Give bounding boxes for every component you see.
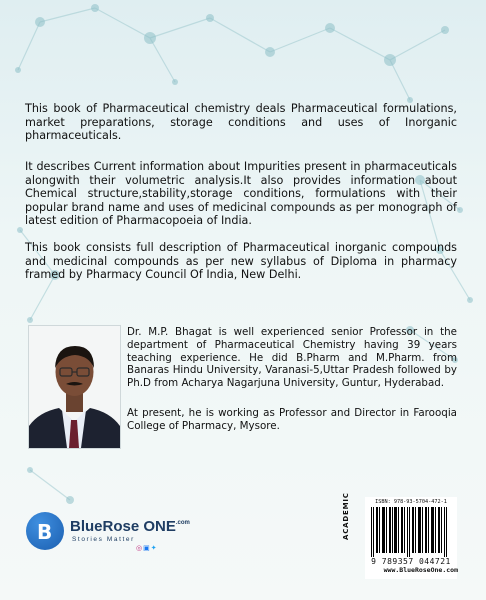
description-paragraph-1: This book of Pharmaceutical chemistry deals Pharmaceutical formulations, market preparations, storage conditions and uses of Inorganic pharmaceuticals.	[25, 102, 457, 143]
isbn-digits: 9 789357 044721	[371, 557, 451, 566]
barcode-graphic	[371, 507, 451, 557]
author-photo	[28, 325, 121, 449]
description-paragraph-3: This book consists full description of Pharmaceutical inorganic compounds and medicinal compounds as per new syllabus of Diploma in pharmacy framed by Pharmacy Council Of India, New Delhi.	[25, 241, 457, 282]
author-bio-paragraph-2: At present, he is working as Professor and Director in Farooqia College of Pharmacy, Mysore.	[127, 407, 457, 432]
social-icons	[136, 544, 158, 552]
logo-letter: B	[37, 520, 53, 544]
description-paragraph-2: It describes Current information about Impurities present in pharmaceuticals alongwith their volumetric analysis.It also provides information about Chemical structure,stability,storage conditions, formulations with their popular brand name and uses of medicinal compounds as per monograph of latest edition of Pharmacopoeia of India.	[25, 160, 457, 228]
publisher-tagline: Stories Matter	[72, 536, 135, 543]
isbn-label: ISBN: 978-93-5704-472-1	[375, 499, 447, 505]
facebook-icon: ▣	[143, 544, 150, 552]
twitter-icon: ✦	[150, 544, 157, 552]
category-label: ACADEMIC	[342, 492, 350, 540]
author-bio-paragraph-1: Dr. M.P. Bhagat is well experienced senior Professor in the department of Pharmaceutical Chemistry having 39 years teaching experience. He did B.Pharm and M.Pharm. from Banaras Hindu University, Varanasi-5,Uttar Pradesh followed by Ph.D from Acharya Nagarjuna University, Guntur, Hyderabad.	[127, 326, 457, 390]
publisher-website[interactable]: www.BlueRoseOne.com	[383, 566, 458, 574]
instagram-icon: ◎	[136, 544, 143, 552]
publisher-name: BlueRose $ONE^{.com}$	[70, 518, 190, 535]
